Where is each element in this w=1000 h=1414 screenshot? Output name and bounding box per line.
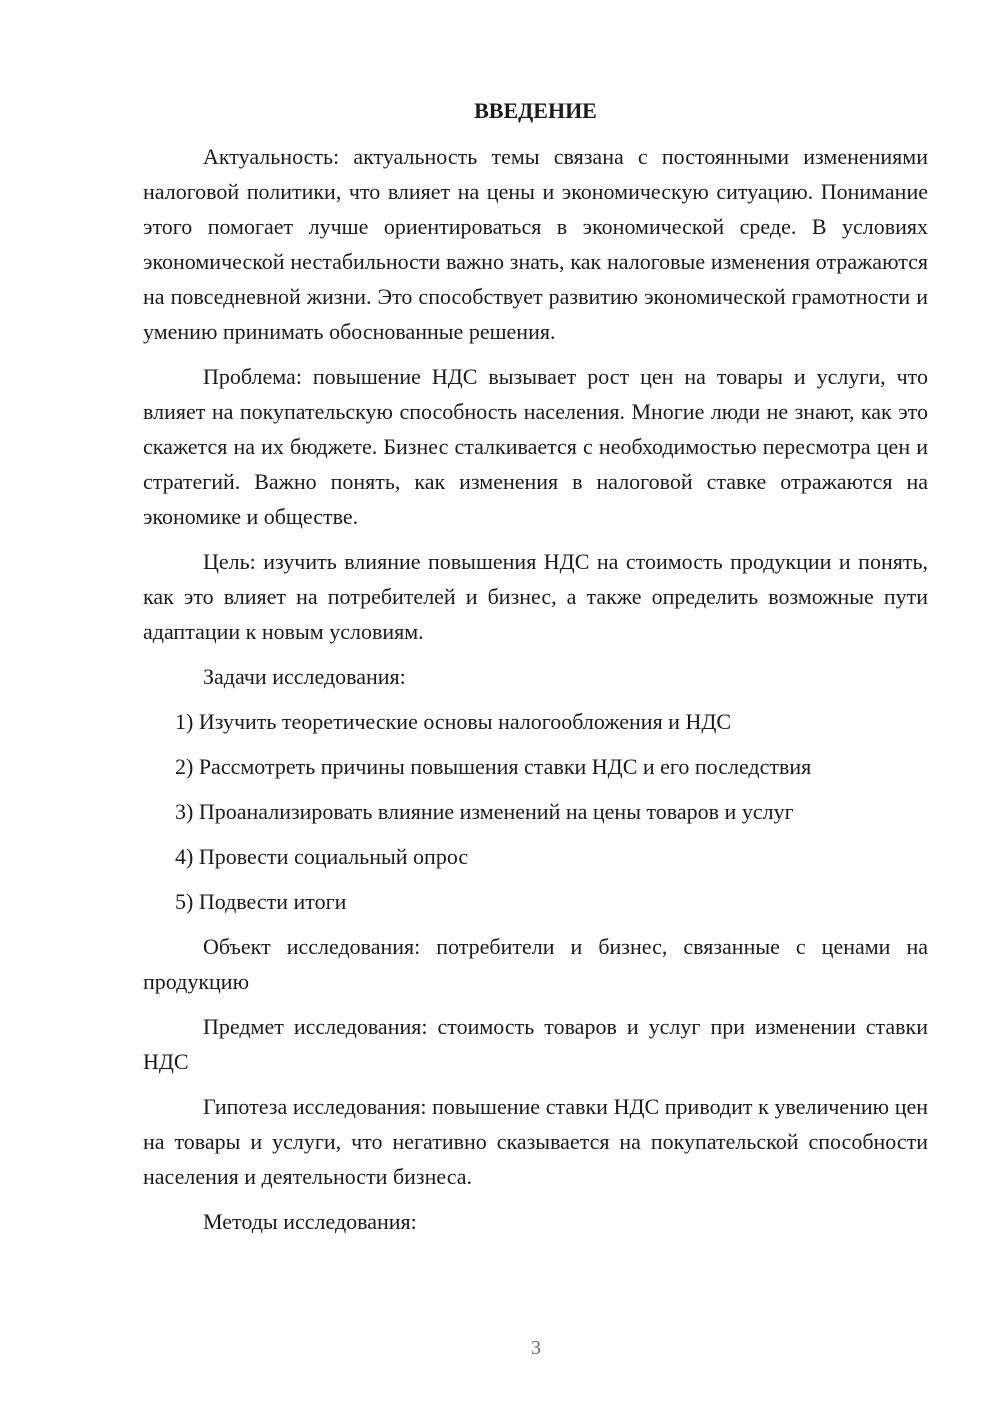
task-item: 3) Проанализировать влияние изменений на цены товаров и услуг	[175, 799, 794, 824]
goal-paragraph: Цель: изучить влияние повышения НДС на стоимость продукции и понять, как это влияет на потребителей и бизнес, а также определить возможные пути адаптации к новым условиям.	[143, 549, 928, 644]
tasks-heading: Задачи исследования:	[203, 664, 406, 689]
subject-paragraph: Предмет исследования: стоимость товаров и услуг при изменении ставки НДС	[143, 1014, 928, 1074]
document-body	[143, 95, 928, 1249]
task-item: 5) Подвести итоги	[175, 889, 347, 914]
task-item: 4) Провести социальный опрос	[175, 844, 469, 869]
object-paragraph: Объект исследования: потребители и бизнес, связанные с ценами на продукцию	[143, 934, 928, 994]
relevance-paragraph: Актуальность: актуальность темы связана с постоянными изменениями налоговой политики, что влияет на цены и экономическую ситуацию. Понимание этого помогает лучше ориентироваться в экономической среде. В условиях экономической нестабильности важно знать, как налоговые изменения отражаются на повседневной жизни. Это способствует развитию экономической грамотности и умению принимать обоснованные решения.	[143, 144, 928, 344]
problem-paragraph: Проблема: повышение НДС вызывает рост цен на товары и услуги, что влияет на покупательскую способность населения. Многие люди не знают, как это скажется на их бюджете. Бизнес сталкивается с необходимостью пересмотра цен и стратегий. Важно понять, как изменения в налоговой ставке отражаются на экономике и обществе.	[143, 364, 928, 529]
methods-heading: Методы исследования:	[203, 1209, 417, 1234]
page-number: 3	[531, 1337, 541, 1359]
page-title: ВВЕДЕНИЕ	[474, 98, 597, 123]
task-item: 2) Рассмотреть причины повышения ставки НДС и его последствия	[175, 754, 812, 779]
task-item: 1) Изучить теоретические основы налогообложения и НДС	[175, 709, 732, 734]
hypothesis-paragraph: Гипотеза исследования: повышение ставки НДС приводит к увеличению цен на товары и услуги, что негативно сказывается на покупательской способности населения и деятельности бизнеса.	[143, 1094, 928, 1189]
